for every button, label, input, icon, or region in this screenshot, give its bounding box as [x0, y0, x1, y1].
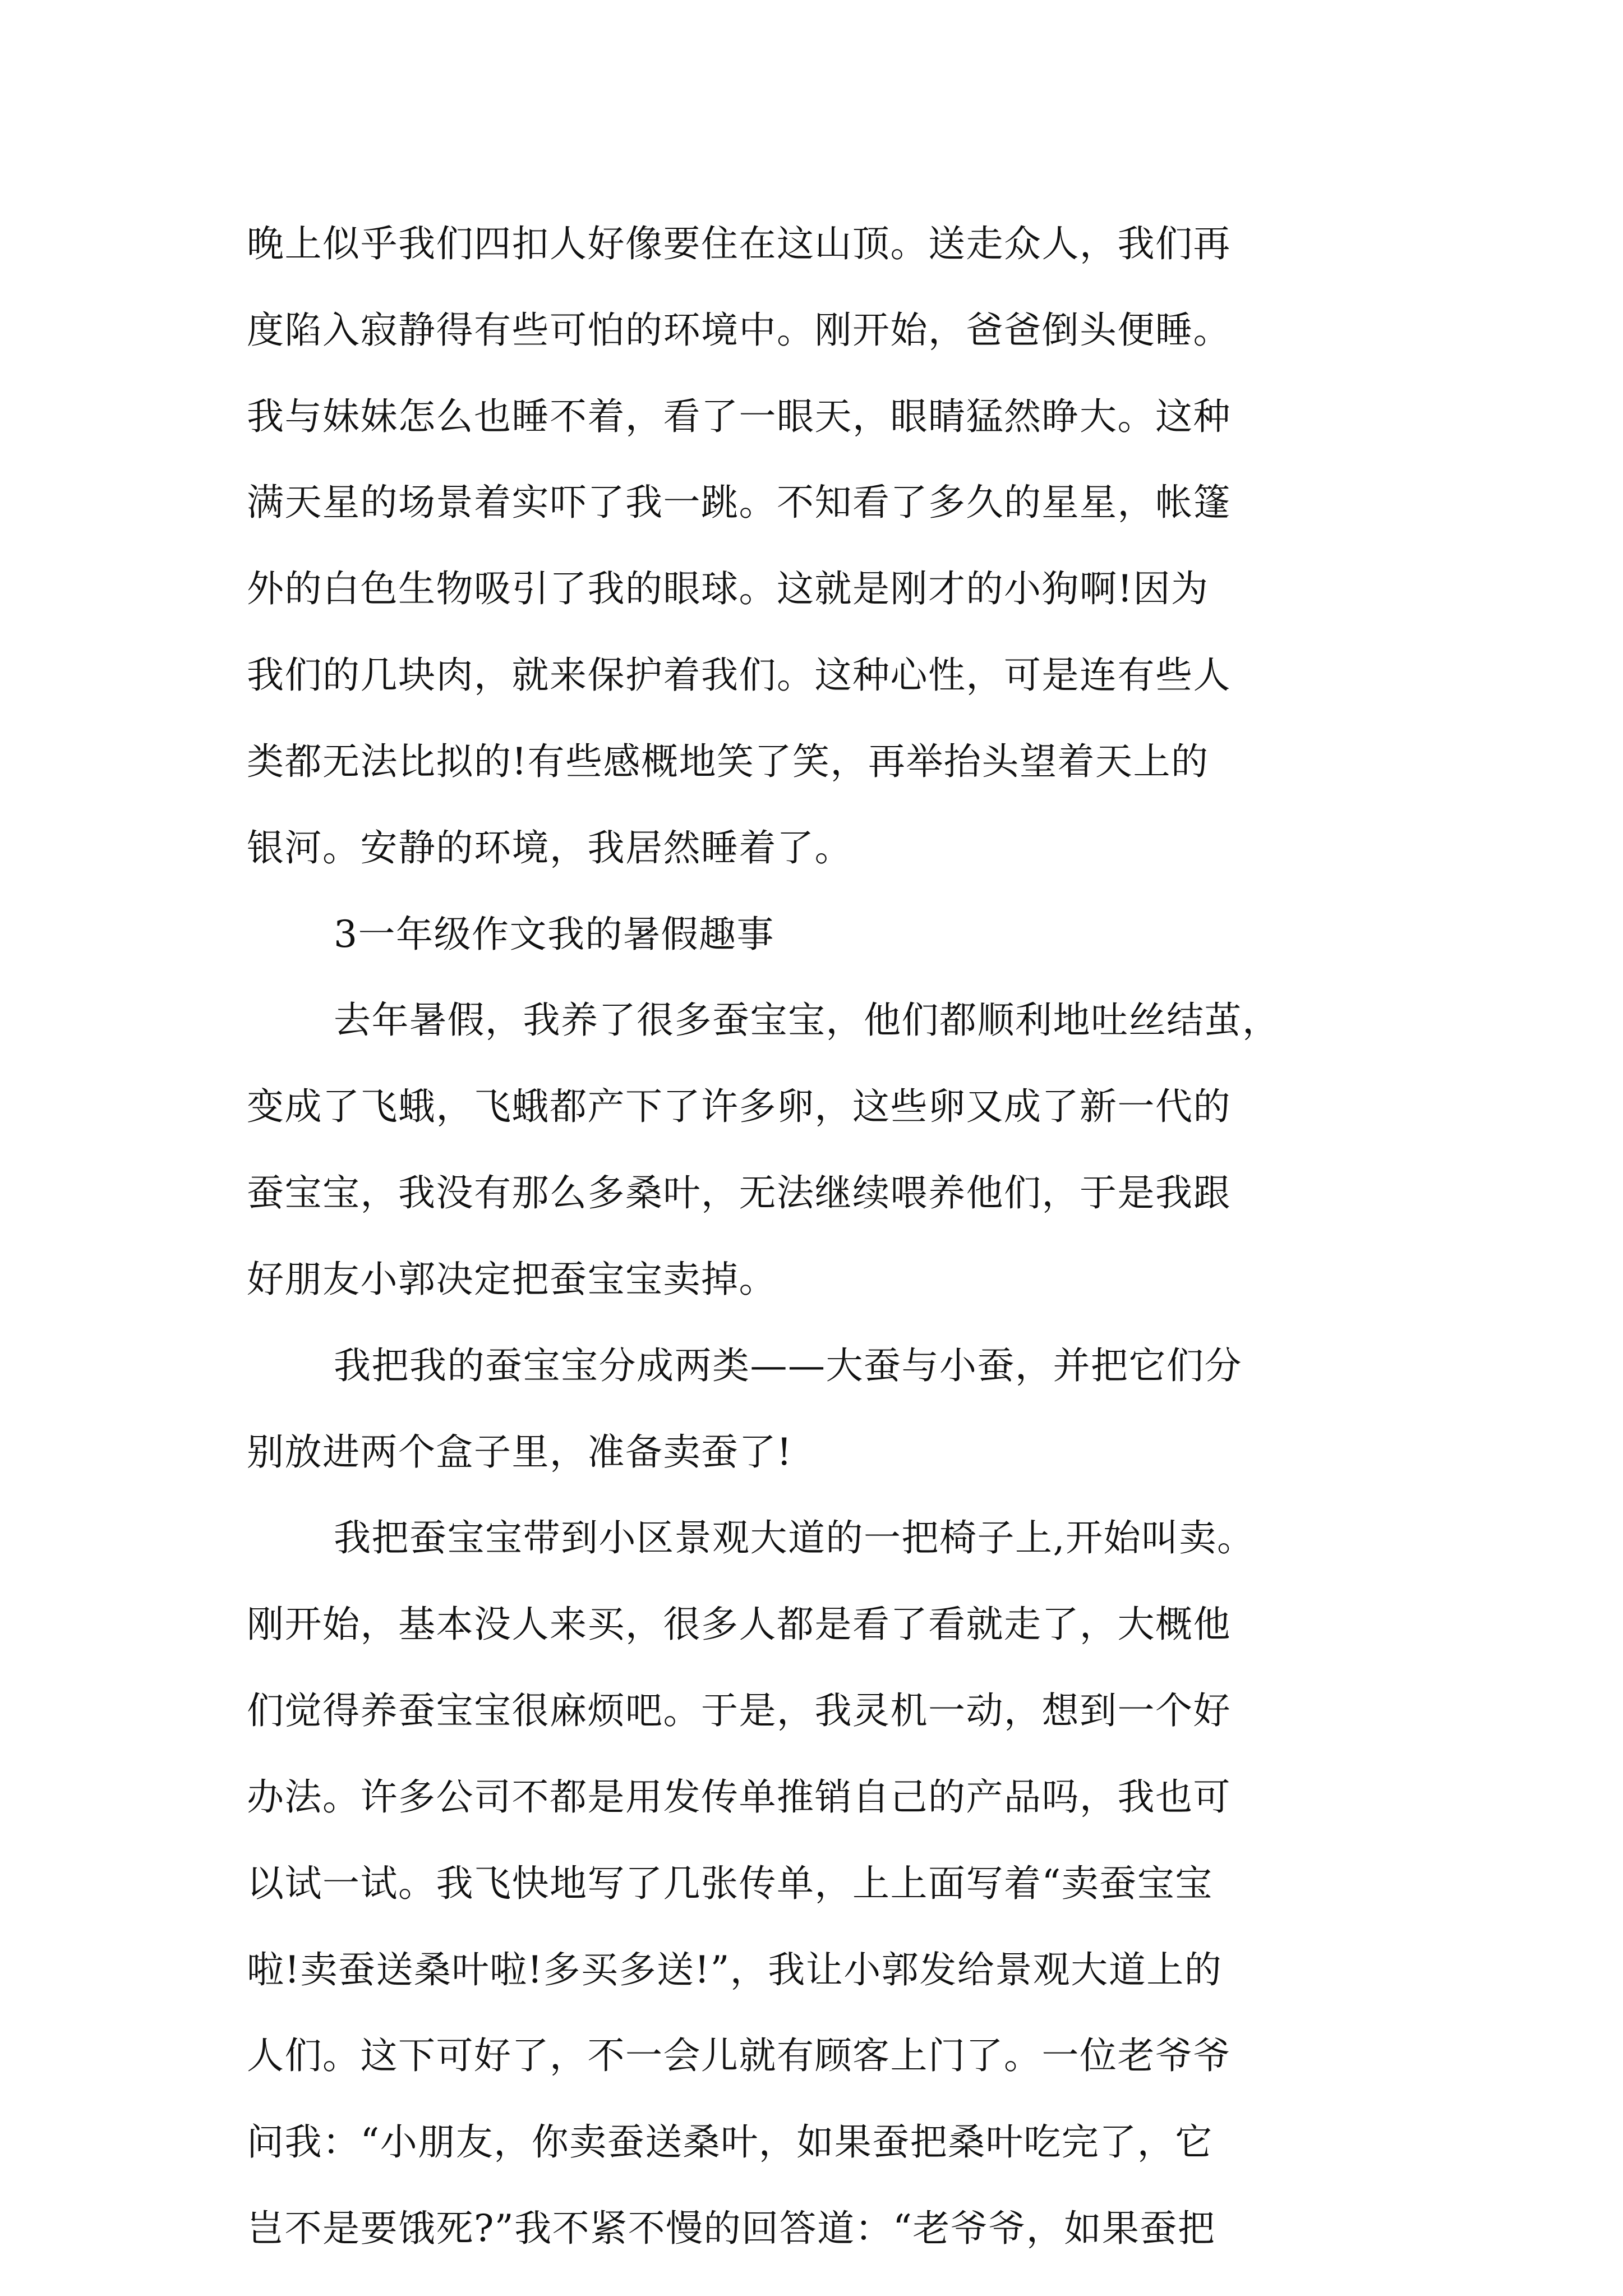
- section-heading: 3一年级作文我的暑假趣事: [334, 913, 774, 956]
- text-line: 度陷入寂静得有些可怕的环境中。刚开始，爸爸倒头便睡。: [247, 309, 1231, 352]
- text-line: 类都无法比拟的!有些感概地笑了笑，再举抬头望着天上的: [247, 740, 1209, 783]
- text-line: 以试一试。我飞快地写了几张传单，上上面写着“卖蚕宝宝: [247, 1862, 1213, 1905]
- text-line: 办法。许多公司不都是用发传单推销自己的产品吗，我也可: [247, 1775, 1231, 1819]
- text-line: 我把我的蚕宝宝分成两类——大蚕与小蚕，并把它们分: [334, 1344, 1242, 1387]
- text-line: 外的白色生物吸引了我的眼球。这就是刚才的小狗啊!因为: [247, 567, 1209, 610]
- text-line: 蚕宝宝，我没有那么多桑叶，无法继续喂养他们，于是我跟: [247, 1171, 1231, 1214]
- text-line: 啦!卖蚕送桑叶啦!多买多送!”，我让小郭发给景观大道上的: [247, 1948, 1223, 1991]
- text-line: 别放进两个盒子里，准备卖蚕了!: [247, 1430, 793, 1474]
- text-line: 满天星的场景着实吓了我一跳。不知看了多久的星星，帐篷: [247, 481, 1231, 524]
- text-line: 我把蚕宝宝带到小区景观大道的一把椅子上,开始叫卖。: [334, 1516, 1255, 1559]
- text-line: 我们的几块肉，就来保护着我们。这种心性，可是连有些人: [247, 654, 1231, 697]
- text-line: 人们。这下可好了，不一会儿就有顾客上门了。一位老爷爷: [247, 2034, 1231, 2077]
- text-line: 刚开始，基本没人来买，很多人都是看了看就走了，大概他: [247, 1603, 1231, 1646]
- text-line: 岂不是要饿死?”我不紧不慢的回答道：“老爷爷，如果蚕把: [247, 2207, 1216, 2250]
- text-line: 我与妹妹怎么也睡不着，看了一眼天，眼睛猛然睁大。这种: [247, 395, 1231, 438]
- text-line: 晚上似乎我们四扣人好像要住在这山顶。送走众人，我们再: [247, 222, 1231, 265]
- text-line: 好朋友小郭决定把蚕宝宝卖掉。: [247, 1258, 777, 1301]
- text-line: 变成了飞蛾，飞蛾都产下了许多卵，这些卵又成了新一代的: [247, 1085, 1231, 1128]
- text-line: 去年暑假，我养了很多蚕宝宝，他们都顺利地吐丝结茧，: [334, 999, 1280, 1042]
- text-line: 们觉得养蚕宝宝很麻烦吧。于是，我灵机一动，想到一个好: [247, 1689, 1231, 1732]
- text-line: 问我：“小朋友，你卖蚕送桑叶，如果蚕把桑叶吃完了，它: [247, 2120, 1213, 2164]
- text-line: 银河。安静的环境，我居然睡着了。: [247, 826, 852, 869]
